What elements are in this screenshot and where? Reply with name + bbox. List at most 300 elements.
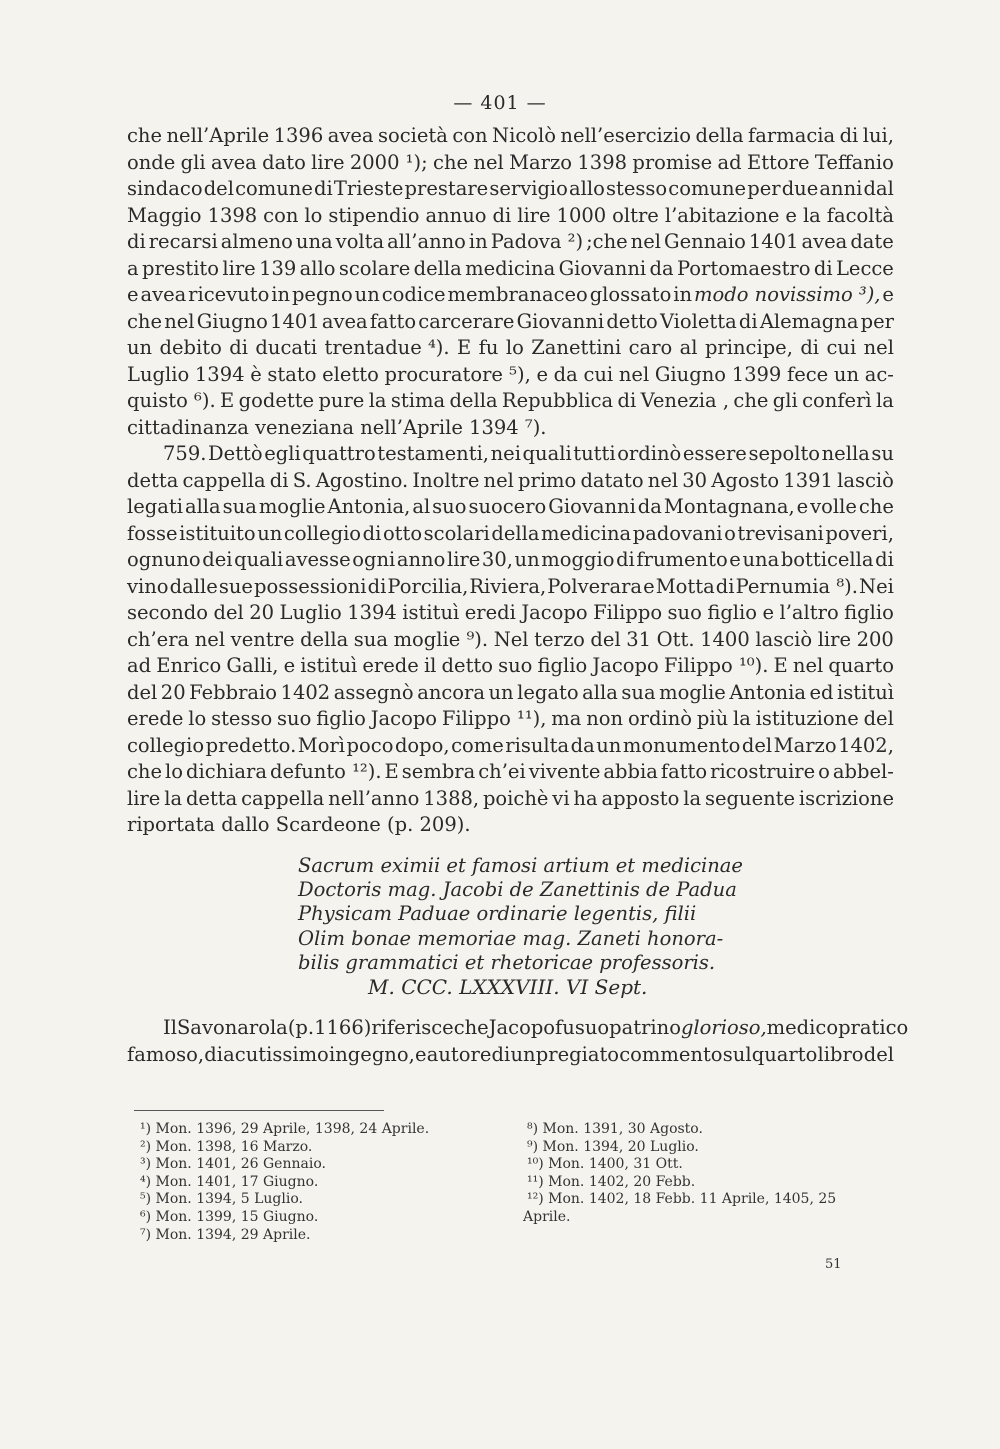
word: moggio (541, 548, 615, 571)
word: o (724, 521, 736, 545)
word: Porcilia, (387, 574, 469, 598)
word: e (127, 283, 139, 306)
word: del (863, 1042, 894, 1066)
word: Filippo (593, 601, 663, 624)
word: sua (222, 495, 257, 518)
word: 1401 (748, 230, 799, 253)
text-line (127, 680, 894, 707)
word: vivente (528, 760, 601, 783)
text-line (127, 415, 894, 442)
word: 1394 (194, 362, 245, 386)
word: dopo, (394, 733, 450, 757)
word: ordinò (617, 442, 682, 465)
word: a (127, 256, 139, 280)
word: stipendio (328, 203, 420, 227)
word: E (773, 654, 788, 677)
word: 1388, (423, 786, 480, 810)
word: di (367, 574, 387, 598)
word: datato (580, 468, 644, 492)
word: lo (188, 707, 207, 730)
word: autore (426, 1042, 492, 1066)
word: che (858, 495, 894, 518)
word: legato (517, 680, 579, 704)
word: E (457, 336, 472, 359)
word: avea (327, 124, 374, 147)
word: moglie (659, 680, 726, 704)
word: Antonia (729, 680, 806, 704)
word: (p. (287, 1016, 315, 1039)
word: Polverara (547, 574, 643, 598)
word: Riviera, (469, 574, 547, 598)
word: istituì (402, 601, 460, 624)
word: gli (180, 150, 206, 174)
word: Nel (493, 627, 529, 651)
paragraph-2 (127, 441, 894, 839)
word: del (741, 733, 773, 757)
word: vi (552, 786, 570, 810)
word: Luglio (279, 601, 342, 624)
word: godette (238, 389, 315, 412)
word: date (850, 230, 894, 253)
word: l’abitazione (664, 203, 780, 227)
word: della (449, 389, 498, 412)
word: una (742, 548, 780, 571)
word: un (596, 733, 622, 757)
word: è (250, 362, 262, 386)
word: annuo (425, 203, 487, 227)
word: medicina (465, 256, 556, 280)
word: codice (381, 283, 446, 306)
word: Repubblica (501, 389, 614, 412)
word: suo (498, 654, 533, 677)
word: del (590, 627, 621, 651)
word: alla (582, 680, 618, 704)
word: farmacia (748, 124, 836, 147)
word: lo (165, 760, 183, 783)
word: Jacopo (521, 601, 588, 624)
word: suo (574, 1016, 610, 1039)
word: quattro (302, 442, 376, 465)
text-line (127, 388, 894, 415)
word: egli (264, 442, 301, 465)
word: ed (809, 680, 834, 704)
word: Violetta (659, 309, 737, 333)
word: di (229, 336, 248, 359)
word: fosse (127, 521, 178, 545)
word: suo (667, 601, 702, 624)
word: Jacopo (592, 654, 659, 677)
word: avea (210, 150, 257, 174)
word: che (127, 309, 163, 333)
word: sua (353, 627, 388, 651)
text-line (127, 759, 894, 786)
word: nel (618, 362, 650, 386)
word: cui (826, 336, 857, 359)
word: nella (821, 442, 870, 465)
word: 1396 (273, 124, 324, 147)
word: ogni (352, 548, 396, 571)
word: Jacopo (488, 1016, 556, 1039)
word: assegnò (333, 680, 414, 704)
word: caro (628, 336, 673, 359)
word: di (204, 1042, 223, 1066)
word: terzo (534, 627, 585, 651)
word: di (839, 124, 859, 147)
word: del (213, 601, 244, 624)
text-line (127, 203, 894, 230)
word: e (415, 1042, 427, 1066)
footnote-rule (134, 1110, 384, 1111)
word: Filippo ¹⁰). (663, 654, 769, 677)
word: Giovanni (558, 256, 647, 280)
word: abbel- (832, 760, 894, 783)
word: poveri, (825, 521, 894, 545)
word: ducati (255, 336, 318, 359)
footnote: ⁷) Mon. 1394, 29 Aprile. (140, 1226, 311, 1243)
footnote: ¹) Mon. 1396, 29 Aprile, 1398, 24 Aprile. (140, 1121, 430, 1137)
word: acutissimo (223, 1042, 329, 1066)
word: la (368, 389, 387, 412)
word: in (673, 283, 693, 306)
word: di (492, 203, 512, 227)
word: 759. (163, 442, 207, 465)
word: che (127, 760, 163, 783)
word: di (362, 521, 382, 545)
word: più (696, 707, 729, 730)
word: Giovanni (516, 309, 605, 333)
word: del (863, 707, 894, 730)
word: della (695, 124, 744, 147)
word: e (785, 203, 797, 227)
word: un (257, 521, 283, 545)
word: risulta (505, 733, 570, 757)
word: un (833, 362, 860, 386)
word: pure (318, 389, 365, 412)
word: 31 (626, 627, 652, 651)
footnote-continuation: Aprile. (523, 1208, 571, 1225)
word: pegno (291, 283, 353, 306)
word: Galli, (226, 654, 279, 677)
word: con (263, 203, 299, 227)
word: Inoltre (412, 468, 480, 492)
word: un (354, 283, 380, 306)
text-line (127, 547, 894, 574)
inscription-line: bilis grammatici et rhetoricae professoris. (298, 950, 716, 974)
word: lire (222, 256, 256, 280)
word: Giugno (196, 309, 268, 333)
word: prestare (404, 177, 489, 200)
word: del (127, 680, 158, 704)
word: cui (583, 362, 614, 386)
word: la (802, 203, 821, 227)
footnote: ¹⁰) Mon. 1400, 31 Ott. (527, 1156, 683, 1173)
word: della (491, 521, 540, 545)
word: la (875, 389, 894, 412)
word: in (271, 283, 291, 306)
word: Agostino. (315, 468, 409, 492)
word: 1398 (207, 203, 258, 227)
text-line (127, 335, 894, 362)
word: monumento (622, 733, 741, 757)
word: ordinò (627, 707, 693, 730)
text-line (127, 574, 894, 601)
word: dichiara (185, 760, 267, 783)
word: lire (127, 786, 161, 810)
word: apposto (601, 786, 680, 810)
word: detto (606, 309, 658, 333)
word: che (453, 1016, 489, 1039)
word: l’altro (779, 601, 839, 624)
word: la (732, 707, 751, 730)
word: di (269, 468, 289, 492)
word: fece (787, 362, 829, 386)
footnotes-right (523, 1121, 837, 1227)
word: trentadue ⁴). (324, 336, 450, 359)
word: carcerare (418, 309, 515, 333)
text-line (127, 176, 894, 203)
word: o (818, 760, 830, 783)
inscription-date: M. CCC. LXXXVIII. VI Sept. (368, 974, 648, 999)
word: nel (630, 230, 662, 253)
word: otto (382, 521, 423, 545)
word: 1402 (280, 680, 331, 704)
word: trevisani (737, 521, 824, 545)
word: Morì (297, 733, 346, 757)
word: poichè (482, 786, 549, 810)
word: Agosto (711, 468, 780, 492)
word: 1402, (838, 733, 894, 757)
word: scolari (423, 521, 490, 545)
inscription-line: Doctoris mag. Jacobi de Zanettinis de Padua (298, 878, 737, 902)
word: eredi (464, 601, 516, 624)
footnote: ⁶) Mon. 1399, 15 Giugno. (140, 1208, 319, 1225)
word: glorioso, (680, 1016, 767, 1039)
word: Il (163, 1016, 177, 1039)
word: da (649, 256, 674, 280)
word: Febbraio (189, 680, 278, 704)
word: lire (517, 203, 551, 227)
word: promise (632, 150, 713, 174)
word: per (747, 177, 781, 200)
word: alla (184, 495, 221, 518)
word: su (871, 442, 894, 465)
word: padovani (632, 521, 723, 545)
word: ricostruire (710, 760, 816, 783)
word: botticella (780, 548, 874, 571)
word: Maggio (127, 203, 202, 227)
word: una (295, 230, 333, 253)
word: ventre (230, 627, 295, 651)
word: facoltà (826, 203, 894, 227)
word: predetto. (205, 733, 297, 757)
word: con (452, 124, 488, 147)
word: essere (682, 442, 747, 465)
word: suocero (468, 495, 547, 518)
word: Lecce (835, 256, 894, 280)
word: Marzo (509, 150, 573, 174)
word: E (220, 389, 235, 412)
paragraph-1 (127, 123, 894, 441)
word: almeno (220, 230, 293, 253)
word: detto (441, 654, 493, 677)
word: frumento (636, 548, 728, 571)
word: ma (551, 707, 582, 730)
word: che (433, 150, 469, 174)
word: nel (473, 150, 504, 174)
word: moglie ⁹). (393, 627, 489, 651)
word: quarto (751, 1042, 818, 1066)
word: al (679, 336, 698, 359)
word: abbia (603, 760, 658, 783)
word: comune (235, 177, 313, 200)
word: lasciò (755, 627, 813, 651)
text-line (127, 282, 894, 309)
word: un (510, 1042, 536, 1066)
word: Luglio (127, 362, 190, 386)
word: suo (277, 707, 312, 730)
word: glossato (589, 283, 672, 306)
word: avea (801, 230, 848, 253)
word: 1400 (700, 627, 750, 651)
word: riportata dallo Scardeone (p. 209). (127, 813, 471, 836)
word: collegio (283, 521, 362, 545)
word: tutti (573, 442, 616, 465)
word: conferì (802, 389, 872, 412)
word: figlio (844, 601, 894, 624)
word: volta (335, 230, 385, 253)
text-line (127, 229, 894, 256)
word: iscrizione (798, 786, 894, 810)
word: all’anno (387, 230, 466, 253)
word: fatto (660, 760, 708, 783)
word: e (729, 548, 741, 571)
text-line (127, 468, 894, 495)
word: prestito (142, 256, 220, 280)
word: 2000 ¹); (349, 150, 428, 174)
word: un (127, 336, 153, 359)
word: nel (863, 336, 894, 359)
word: dal (863, 177, 894, 200)
word: Venezia , (640, 389, 730, 412)
word: lo (304, 203, 323, 227)
text-line (127, 706, 894, 733)
word: stesso (606, 177, 668, 200)
word: sindaco (127, 177, 203, 200)
word: Ott. (656, 627, 695, 651)
word: medico (766, 1016, 839, 1039)
word: Motta (655, 574, 715, 598)
text-line (127, 1042, 894, 1069)
text-line (127, 521, 894, 548)
word: scolare (338, 256, 411, 280)
word: istituzione (755, 707, 859, 730)
word: nel (647, 468, 679, 492)
footnote: ¹²) Mon. 1402, 18 Febb. 11 Aprile, 1405, 25 (527, 1191, 837, 1208)
word: come (451, 733, 504, 757)
word: ognuno (127, 548, 201, 571)
text-line (127, 309, 894, 336)
word: anno (396, 548, 446, 571)
word: Padova ²) (490, 230, 584, 253)
word: ad (717, 150, 742, 174)
word: detta (185, 786, 238, 810)
word: figlio (537, 654, 588, 677)
word: di (813, 256, 833, 280)
word: Trieste (333, 177, 404, 200)
word: di (738, 309, 758, 333)
word: figlio (316, 707, 366, 730)
word: di (715, 574, 735, 598)
signature-mark: 51 (825, 1257, 842, 1272)
word: Antonia, (327, 495, 411, 518)
word: erede (362, 654, 419, 677)
word: di (800, 336, 820, 359)
word: cappella (241, 786, 325, 810)
word: gli (772, 389, 798, 412)
word: lui, (862, 124, 894, 147)
word: in (468, 230, 488, 253)
footnote: ⁴) Mon. 1401, 17 Giugno. (140, 1173, 319, 1190)
word: dei (202, 548, 233, 571)
word: e (796, 495, 809, 518)
word: anni (819, 177, 863, 200)
text-line (127, 733, 894, 760)
word: erede (127, 707, 184, 730)
footnote: ¹¹) Mon. 1402, 20 Febb. (527, 1173, 696, 1190)
word: e (283, 654, 296, 677)
word: società (377, 124, 448, 147)
word: sembra (401, 760, 476, 783)
word: quarto (828, 654, 894, 677)
word: riferisce (371, 1016, 454, 1039)
word: e (882, 283, 894, 306)
text-line (127, 362, 894, 389)
word: lo (505, 336, 524, 359)
word: stesso (211, 707, 273, 730)
text-line (127, 123, 894, 150)
word: pregiato (535, 1042, 620, 1066)
word: ricevuto (188, 283, 270, 306)
word: nel (792, 654, 824, 677)
word: ac- (864, 362, 894, 386)
word: dato (262, 150, 306, 174)
word: cappella (182, 468, 266, 492)
inscription-line: Olim bonae memoriae mag. Zaneti honora- (298, 926, 724, 950)
word: 200 (856, 627, 894, 651)
word: comune (668, 177, 747, 200)
word: la (164, 786, 183, 810)
word: Marzo (773, 733, 837, 757)
word: sul (722, 1042, 752, 1066)
word: Savonarola (176, 1016, 288, 1039)
footnote: ⁹) Mon. 1394, 20 Luglio. (527, 1138, 699, 1155)
word: ch’ei (478, 760, 526, 783)
word: 1398 (577, 150, 628, 174)
word: E (384, 760, 399, 783)
word: di (875, 548, 894, 571)
word: medicina (541, 521, 632, 545)
word: istituì (837, 680, 894, 704)
word: Nei (859, 574, 894, 598)
word: Enrico (156, 654, 222, 677)
word: collegio (127, 733, 205, 757)
word: cittadinanza veneziana nell’Aprile 1394 ⁷). (127, 415, 547, 439)
word: ch’era (127, 627, 190, 651)
word: ad (127, 654, 152, 677)
text-line (127, 600, 894, 627)
word: nell’esercizio (560, 124, 692, 147)
word: pratico (838, 1016, 909, 1039)
